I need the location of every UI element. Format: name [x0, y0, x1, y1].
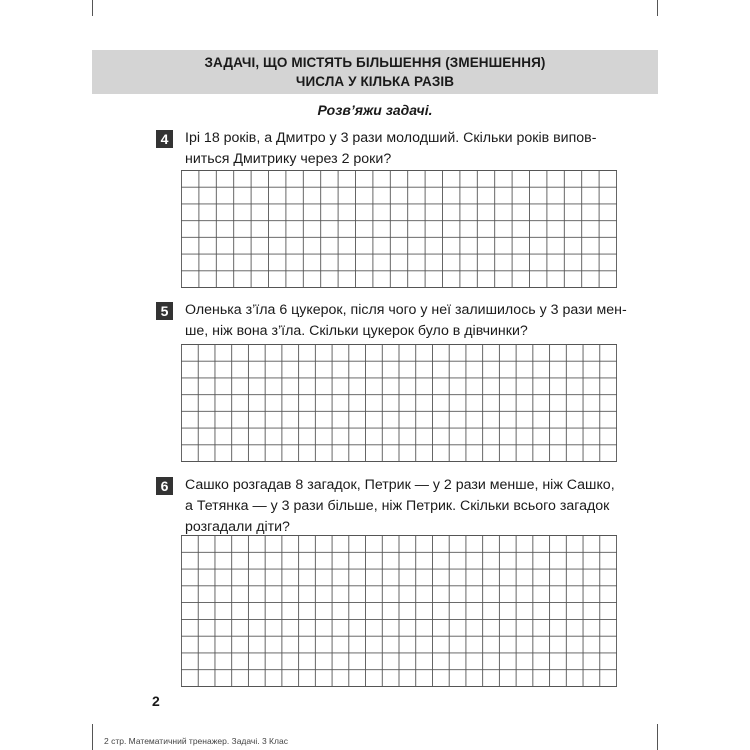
answer-grid-task-5[interactable]	[181, 344, 617, 462]
crop-mark-bottom-right	[657, 724, 658, 750]
crop-mark-top-right	[657, 0, 658, 16]
task-text-line: ше, ніж вона з’їла. Скільки цукерок було в дівчинки?	[185, 323, 528, 339]
answer-grid-task-6[interactable]	[181, 535, 617, 687]
task-text-line: Сашко розгадав 8 загадок, Петрик — у 2 рази менше, ніж Сашко,	[185, 477, 615, 493]
crop-mark-top-left	[92, 0, 93, 16]
footer-caption: 2 стр. Математичний тренажер. Задачі. 3 Клас	[104, 736, 288, 746]
task-6-text	[185, 475, 615, 538]
task-number-badge: 4	[156, 130, 173, 148]
section-title-line-2: ЧИСЛА У КІЛЬКА РАЗІВ	[295, 74, 455, 89]
task-text-line: а Тетянка — у 3 рази більше, ніж Петрик. Скільки всього загадок	[185, 498, 610, 514]
task-5-text	[185, 300, 627, 342]
task-4-text	[185, 128, 596, 170]
crop-mark-bottom-left	[92, 724, 93, 750]
section-title-line-1: ЗАДАЧІ, ЩО МІСТЯТЬ БІЛЬШЕННЯ (ЗМЕНШЕННЯ)	[204, 55, 546, 70]
task-text-line: розгадали діти?	[185, 519, 290, 535]
page-number: 2	[152, 693, 160, 709]
instruction: Розв’яжи задачі.	[317, 102, 433, 118]
task-number-badge: 6	[156, 477, 173, 495]
answer-grid-task-4[interactable]	[181, 170, 617, 288]
task-text-line: ниться Дмитрику через 2 роки?	[185, 151, 392, 167]
section-header	[92, 50, 658, 94]
task-text-line: Ірі 18 років, а Дмитро у 3 рази молодший. Скільки років випов-	[185, 130, 597, 146]
task-text-line: Оленька з’їла 6 цукерок, після чого у неї залишилось у 3 рази мен-	[185, 302, 627, 318]
task-number-badge: 5	[156, 302, 173, 320]
